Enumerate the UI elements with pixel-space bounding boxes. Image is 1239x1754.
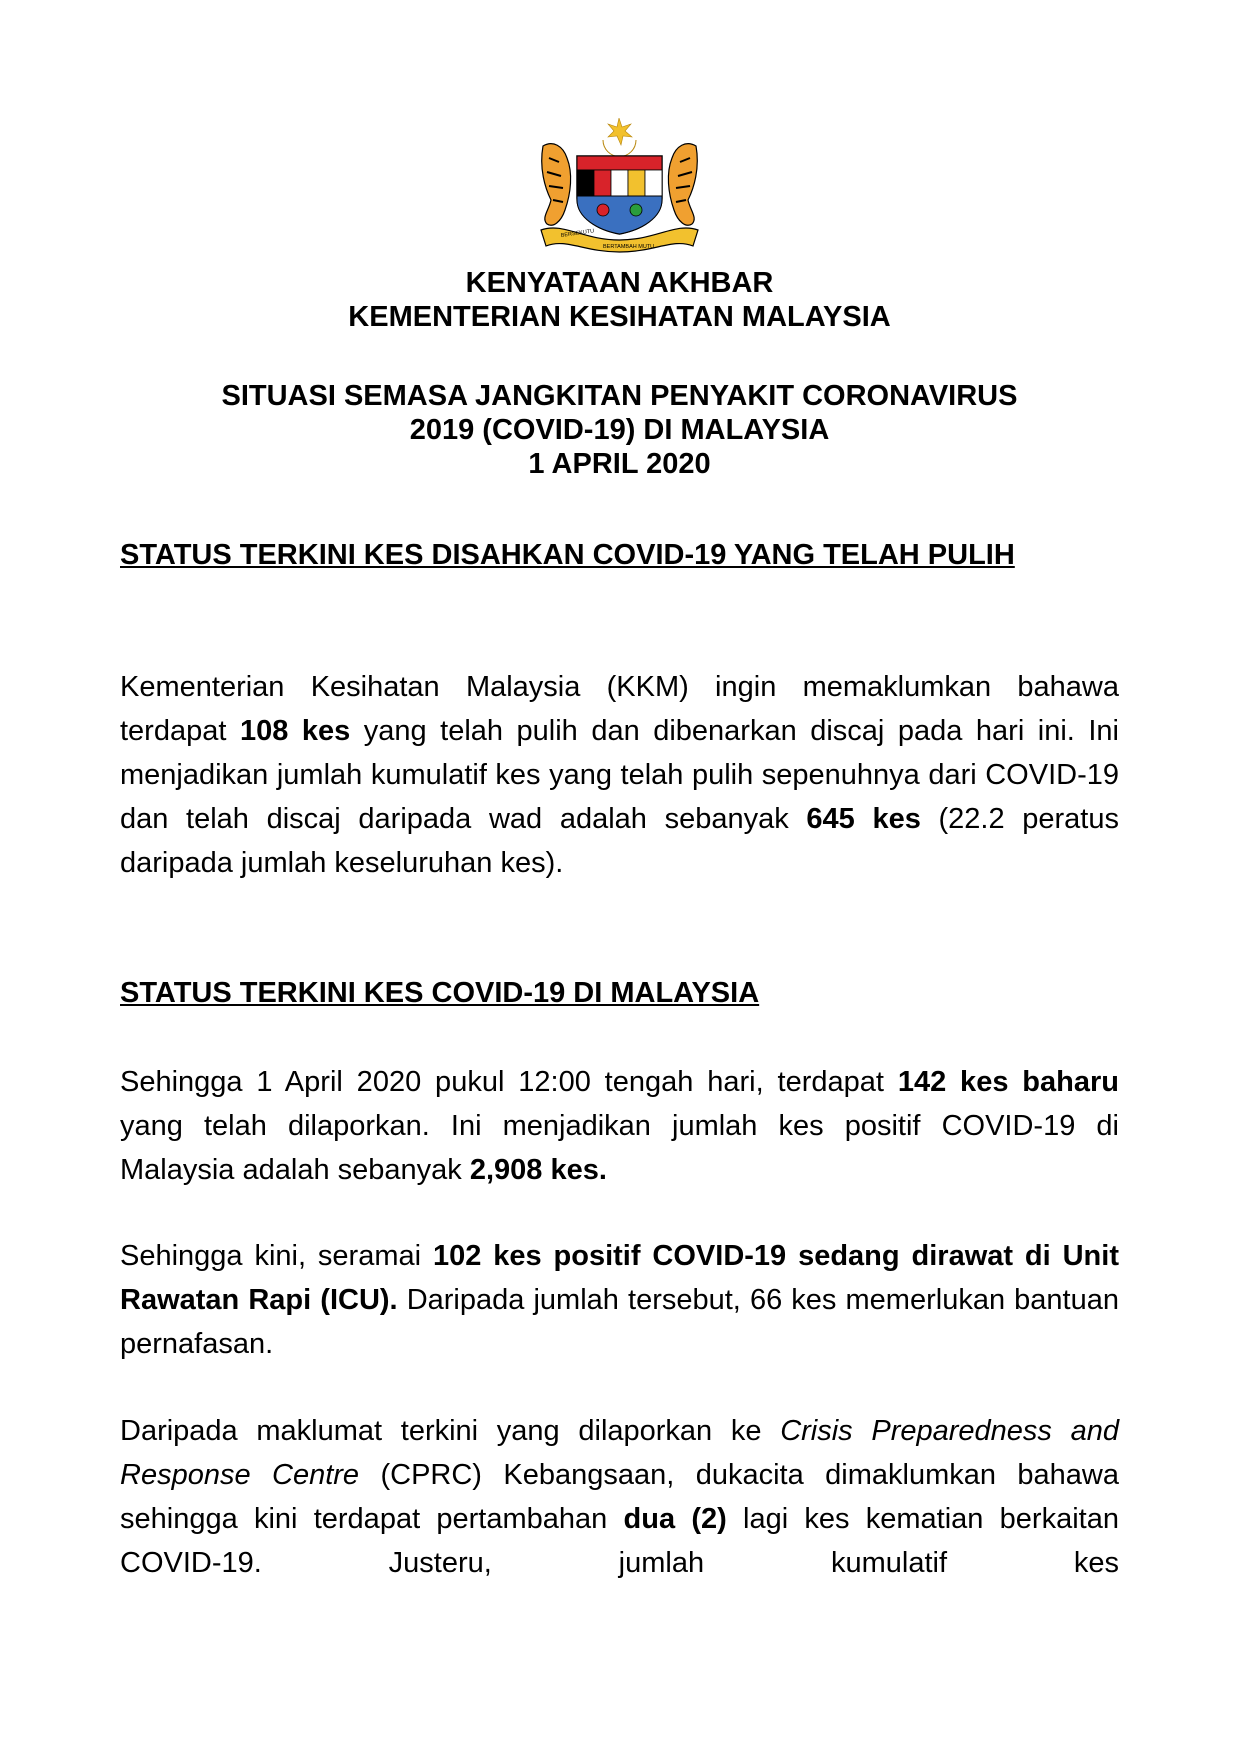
svg-text:BERTAMBAH MUTU: BERTAMBAH MUTU (603, 244, 655, 250)
bold-span: dua (2) (623, 1503, 727, 1535)
text-span: yang telah dilaporkan. Ini menjadikan jumlah kes positif COVID-19 di Malaysia adalah sebanyak (120, 1110, 1119, 1186)
text-span: lagi kes kematian berkaitan COVID-19. Justeru, jumlah kumulatif kes (120, 1503, 1119, 1579)
text-span: (22.2 peratus daripada jumlah keseluruhan kes). (120, 803, 1119, 879)
text-span: Daripada maklumat terkini yang dilaporkan ke (120, 1415, 781, 1447)
title-date: 1 APRIL 2020 (528, 448, 711, 480)
paragraph-new-cases (120, 1060, 1119, 1192)
text-span: (CPRC) Kebangsaan, dukacita dimaklumkan bahawa sehingga kini terdapat pertambahan (120, 1459, 1119, 1535)
document-title (100, 379, 1139, 481)
section-heading-status: STATUS TERKINI KES COVID-19 DI MALAYSIA (120, 977, 760, 1009)
paragraph-icu-cases (120, 1234, 1119, 1366)
bold-span: 645 kes (806, 803, 921, 835)
press-release-header (100, 266, 1139, 334)
paragraph-deaths (120, 1409, 1119, 1585)
header-line-2: KEMENTERIAN KESIHATAN MALAYSIA (348, 301, 891, 333)
svg-text:BERSEKUTU: BERSEKUTU (560, 228, 595, 239)
title-line-2: 2019 (COVID-19) DI MALAYSIA (409, 414, 830, 446)
text-span: Kementerian Kesihatan Malaysia (KKM) ingin memaklumkan bahawa terdapat (120, 671, 1119, 747)
paragraph-recovered-cases (120, 665, 1119, 885)
bold-span: 142 kes baharu (897, 1066, 1119, 1098)
italic-span: Crisis Preparedness and Response Centre (120, 1415, 1119, 1491)
section-heading-recovered: STATUS TERKINI KES DISAHKAN COVID-19 YANG TELAH PULIH (120, 539, 1015, 571)
text-span: Sehingga 1 April 2020 pukul 12:00 tengah hari, terdapat (120, 1066, 898, 1098)
title-line-1: SITUASI SEMASA JANGKITAN PENYAKIT CORONAVIRUS (221, 380, 1018, 412)
bold-span: 102 kes positif COVID-19 sedang dirawat di Unit Rawatan Rapi (ICU). (120, 1240, 1119, 1316)
bold-span: 2,908 kes. (469, 1154, 607, 1186)
text-span: Daripada jumlah tersebut, 66 kes memerlukan bantuan pernafasan. (120, 1284, 1120, 1360)
header-line-1: KENYATAAN AKHBAR (465, 267, 774, 299)
coat-of-arms-logo (533, 118, 706, 254)
bold-span: 108 kes (239, 715, 351, 747)
text-span: yang telah pulih dan dibenarkan discaj pada hari ini. Ini menjadikan jumlah kumulatif kes yang telah pulih sepenuhnya dari COVID-19 dan telah discaj daripada wad adalah sebanyak (120, 715, 1120, 835)
text-span: Sehingga kini, seramai (120, 1240, 433, 1272)
